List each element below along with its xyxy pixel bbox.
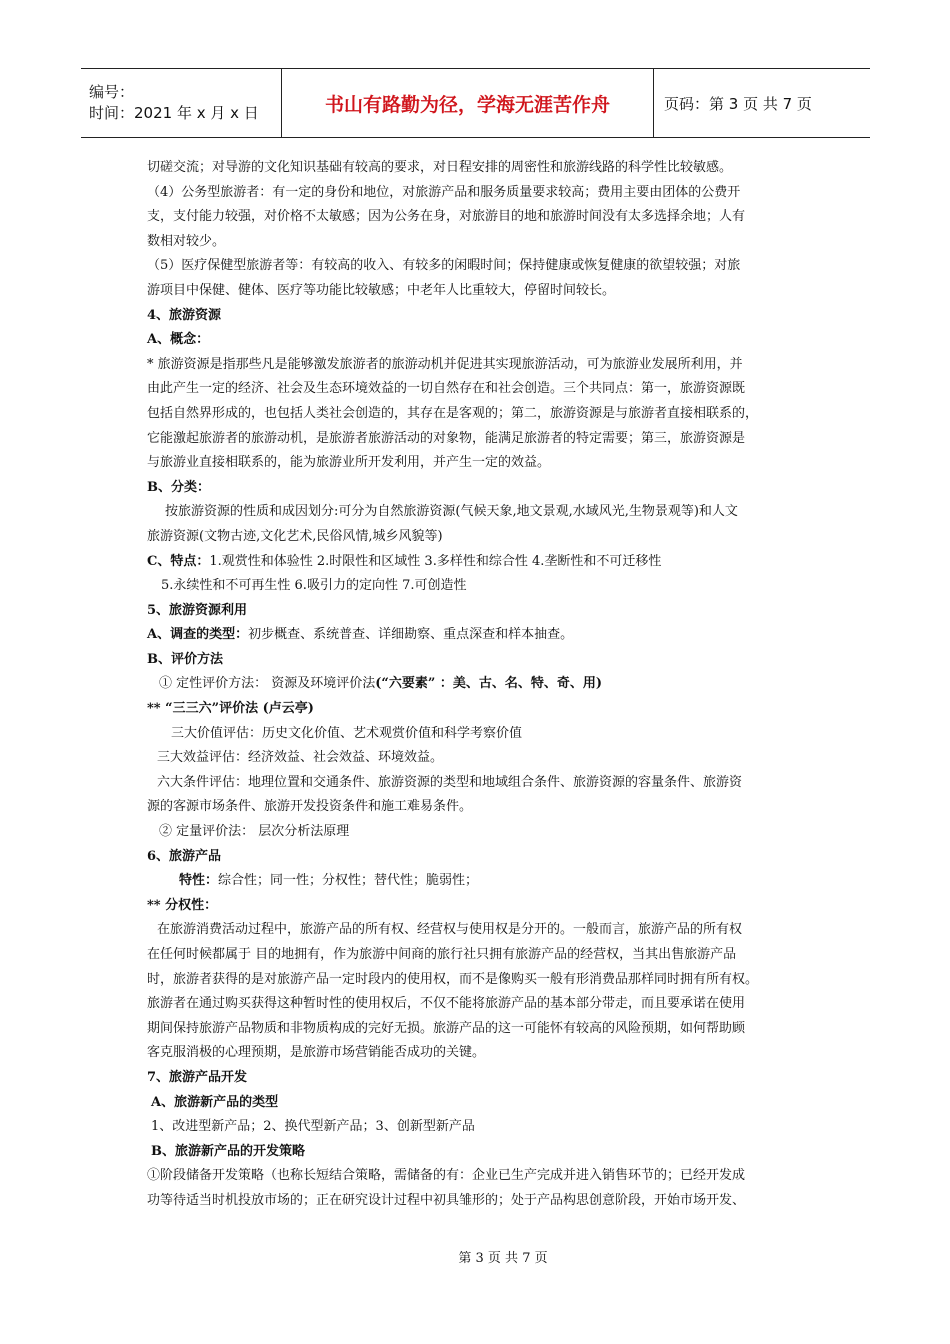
document-date-label: 时间：2021 年 x 月 x 日 [89,104,259,122]
inline-text: 综合性；同一性；分权性；替代性；脆弱性； [218,873,479,889]
header-meta [81,69,282,137]
document-number-label: 编号： [89,83,135,101]
inline-bold-text: 特性： [179,873,219,889]
paragraph-line: 三大效益评估：经济效益、社会效益、环境效益。 [157,750,444,766]
inline-bold-text: (“六要素” ：美、古、名、特、奇、用) [375,676,603,692]
paragraph-line [147,550,813,575]
paragraph-line: 期间保持旅游产品物质和非物质构成的完好无损。旅游产品的这一可能怀有较高的风险预期，如何帮助顾 [147,1020,746,1036]
header-motto: 书山有路勤为径，学海无涯苦作舟 [282,69,654,137]
paragraph-line: 六大条件评估：地理位置和交通条件、旅游资源的类型和地域组合条件、旅游资源的容量条件、旅游资 [157,774,743,790]
paragraph-line: 由此产生一定的经济、社会及生态环境效益的一切自然存在和社会创造。三个共同点：第一，旅游资源既 [147,381,746,397]
page-header [81,68,870,138]
paragraph-line: （4）公务型旅游者：有一定的身份和地位，对旅游产品和服务质量要求较高；费用主要由团体的公费开 [147,184,741,200]
inline-text: 1.观赏性和体验性 2.时限性和区域性 3.多样性和综合性 4.垄断性和不可迁移性 [209,553,662,569]
inline-bold-text: 开发策略 [253,1143,306,1159]
paragraph-line: 切磋交流；对导游的文化知识基础有较高的要求，对日程安排的周密性和旅游线路的科学性比较敏感。 [147,160,733,175]
paragraph-line: 客克服消极的心理预期，是旅游市场营销能否成功的关键。 [147,1045,486,1061]
paragraph-line [147,672,813,697]
paragraph-line: 旅游资源(文物古迹,文化艺术,民俗风情,城乡风貌等) [147,528,443,544]
paragraph-line: （5）医疗保健型旅游者等：有较高的收入、有较多的闲暇时间；保持健康或恢复健康的欲望较强；对旅 [147,258,741,274]
subsection-heading: B、分类： [147,479,210,495]
paragraph-line [147,869,813,894]
paragraph-line: ② 定量评价法： 层次分析法原理 [159,824,350,840]
subsection-heading: ** “三三六”评价法 (卢云亭) [147,701,314,717]
paragraph-line: * 旅游资源是指那些凡是能够激发旅游者的旅游动机并促进其实现旅游活动，可为旅游业发展所利用，并 [147,356,743,372]
paragraph-line: 它能激起旅游者的旅游动机，是旅游者旅游活动的对象物，能满足旅游者的特定需要；第三，旅游资源是 [147,430,746,446]
paragraph-line: 按旅游资源的性质和成因划分:可分为自然旅游资源(气候天象,地文景观,水域风光,生物景观等)和人文 [165,504,738,520]
section-heading: 7、旅游产品开发 [147,1069,248,1085]
paragraph-line: 三大价值评估：历史文化价值、艺术观赏价值和科学考察价值 [171,725,523,741]
inline-text: ① 定性评价方法： 资源及环境评价法 [159,676,376,692]
subsection-heading: C、特点： [147,553,210,569]
subsection-heading: A、概念： [147,332,210,348]
paragraph-line: 5.永续性和不可再生性 6.吸引力的定向性 7.可创造性 [161,578,467,594]
paragraph-line: 在旅游消费活动过程中，旅游产品的所有权、经营权与使用权是分开的。一般而言，旅游产品的所有权 [157,922,743,938]
paragraph-line: 游项目中保健、健体、医疗等功能比较敏感；中老年人比重较大，停留时间较长。 [147,282,616,298]
paragraph-line: ①阶段储备开发策略（也称长短结合策略，需储备的有：企业已生产完成并进入销售环节的；已经开发成 [147,1168,746,1184]
subsection-heading: B、评价方法 [147,651,223,667]
inline-bold-text: B、旅游新产品的 [151,1143,253,1159]
paragraph-line: 功等待适当时机投放市场的；正在研究设计过程中初具雏形的；处于产品构思创意阶段，开始市场开发、 [147,1192,746,1208]
paragraph-line: 在任何时候都属于 目的地拥有，作为旅游中间商的旅行社只拥有旅游产品的经营权，当其出售旅游产品 [147,947,737,962]
inline-text: 初步概查、系统普查、详细勘察、重点深查和样本抽查。 [248,627,574,643]
header-page-label: 页码：第 3 页 共 7 页 [664,94,812,113]
paragraph-line: 1、改进型新产品；2、换代型新产品；3、创新型新产品 [151,1119,475,1135]
subsection-heading: A、调查的类型： [147,627,249,643]
paragraph-line: 包括自然界形成的，也包括人类社会创造的，其存在是客观的；第二，旅游资源是与旅游者直接相联系的， [147,405,759,421]
subsection-heading: A、旅游新产品的类型 [151,1094,279,1110]
section-heading: 5、旅游资源利用 [147,602,248,618]
paragraph-line: 时，旅游者获得的是对旅游产品一定时段内的使用权，而不是像购买一般有形消费品那样同时拥有所有权。 [147,971,759,987]
paragraph-line [147,1140,813,1165]
paragraph-line: 源的客源市场条件、旅游开发投资条件和施工难易条件。 [147,799,473,815]
paragraph-line [147,623,813,648]
section-heading: 6、旅游产品 [147,848,222,864]
paragraph-line: 旅游者在通过购买获得这种暂时性的使用权后，不仅不能将旅游产品的基本部分带走，而且要承诺在使用 [147,996,746,1012]
paragraph-line: 数相对较少。 [147,233,226,249]
paragraph-line: 与旅游业直接相联系的，能为旅游业所开发利用，并产生一定的效益。 [147,455,551,471]
paragraph-line: 支，支付能力较强，对价格不太敏感；因为公务在身，对旅游目的地和旅游时间没有太多选择余地；人有 [147,209,746,225]
subsection-heading: ** 分权性： [147,897,218,913]
document-body [147,156,813,1214]
page-footer: 第 3 页 共 7 页 [458,1251,548,1266]
section-heading: 4、旅游资源 [147,307,222,323]
